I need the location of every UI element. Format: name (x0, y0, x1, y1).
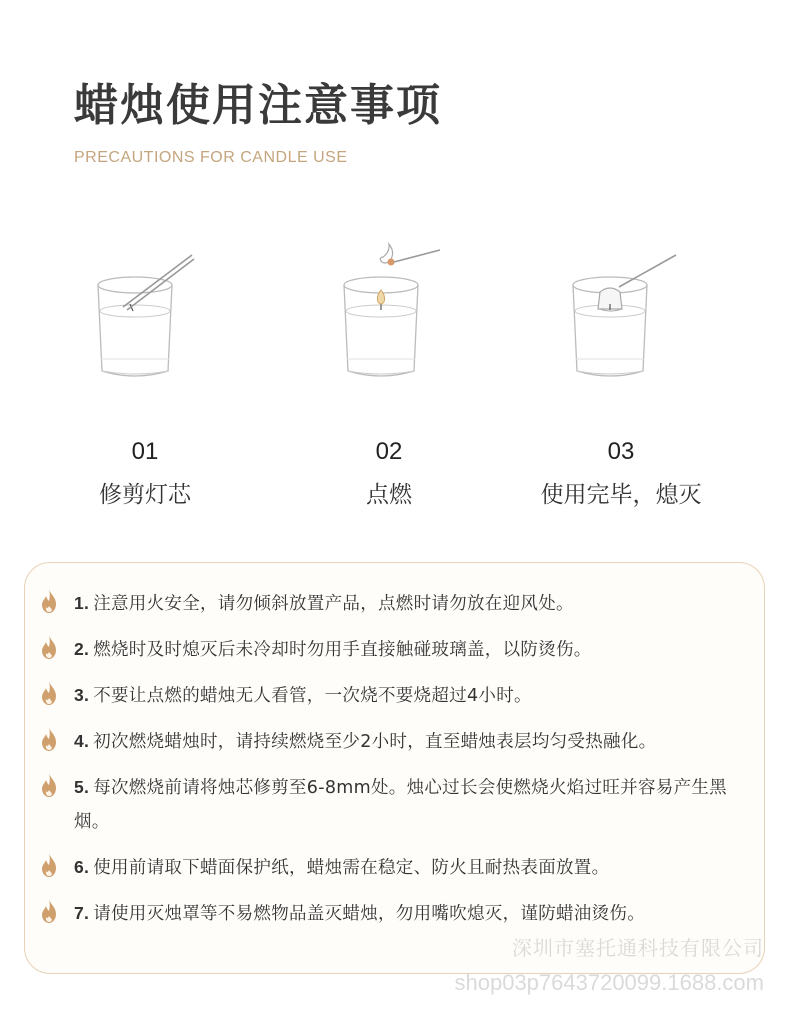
flame-icon (38, 680, 60, 706)
extinguish-candle-icon (556, 238, 686, 383)
precaution-body: 不要让点燃的蜡烛无人看管，一次烧不要烧超过4小时。 (93, 686, 532, 706)
precaution-body: 请使用灭烛罩等不易燃物品盖灭蜡烛，勿用嘴吹熄灭，谨防蜡油烫伤。 (93, 904, 646, 924)
list-item (38, 724, 758, 759)
precaution-number: 3. (74, 685, 90, 705)
list-item (38, 678, 758, 713)
precaution-number: 7. (74, 903, 90, 923)
precaution-text (74, 678, 758, 713)
page-title: 蜡烛使用注意事项 (74, 80, 442, 131)
step-label: 点燃 (366, 482, 412, 508)
precaution-text (74, 770, 758, 839)
list-item (38, 850, 758, 885)
precaution-text (74, 724, 758, 759)
step-light (264, 238, 514, 511)
precaution-number: 4. (74, 731, 90, 751)
flame-icon (38, 726, 60, 752)
precaution-text (74, 586, 758, 621)
precaution-number: 2. (74, 639, 90, 659)
step-number: 02 (375, 438, 403, 465)
watermark-company: 深圳市塞托通科技有限公司 (512, 938, 764, 960)
flame-icon (38, 898, 60, 924)
step-trim-wick (20, 238, 270, 511)
precaution-body: 初次燃烧蜡烛时，请持续燃烧至少2小时，直至蜡烛表层均匀受热融化。 (93, 732, 657, 752)
precaution-number: 1. (74, 593, 90, 613)
precaution-number: 6. (74, 857, 90, 877)
precaution-text (74, 896, 758, 931)
precaution-text (74, 632, 758, 667)
list-item (38, 896, 758, 931)
list-item (38, 632, 758, 667)
precaution-body: 注意用火安全，请勿倾斜放置产品，点燃时请勿放在迎风处。 (93, 594, 574, 614)
flame-icon (38, 588, 60, 614)
light-candle-icon (324, 238, 454, 383)
step-extinguish (496, 238, 746, 511)
step-number: 03 (607, 438, 635, 465)
trim-wick-icon (80, 238, 210, 383)
precaution-body: 使用前请取下蜡面保护纸，蜡烛需在稳定、防火且耐热表面放置。 (93, 858, 610, 878)
list-item (38, 586, 758, 621)
watermark-shop-url: shop03p7643720099.1688.com (454, 970, 764, 995)
step-number: 01 (131, 438, 159, 465)
page-subtitle: PRECAUTIONS FOR CANDLE USE (74, 149, 348, 166)
flame-icon (38, 852, 60, 878)
precaution-text (74, 850, 758, 885)
step-label: 修剪灯芯 (99, 482, 191, 508)
step-label: 使用完毕，熄灭 (540, 482, 702, 508)
precaution-number: 5. (74, 777, 90, 797)
precaution-body: 每次燃烧前请将烛芯修剪至6-8mm处。烛心过长会使燃烧火焰过旺并容易产生黑烟。 (74, 778, 727, 832)
flame-icon (38, 634, 60, 660)
precautions-list (38, 586, 758, 942)
flame-icon (38, 772, 60, 798)
precaution-body: 燃烧时及时熄灭后未冷却时勿用手直接触碰玻璃盖，以防烫伤。 (93, 640, 592, 660)
list-item (38, 770, 758, 839)
